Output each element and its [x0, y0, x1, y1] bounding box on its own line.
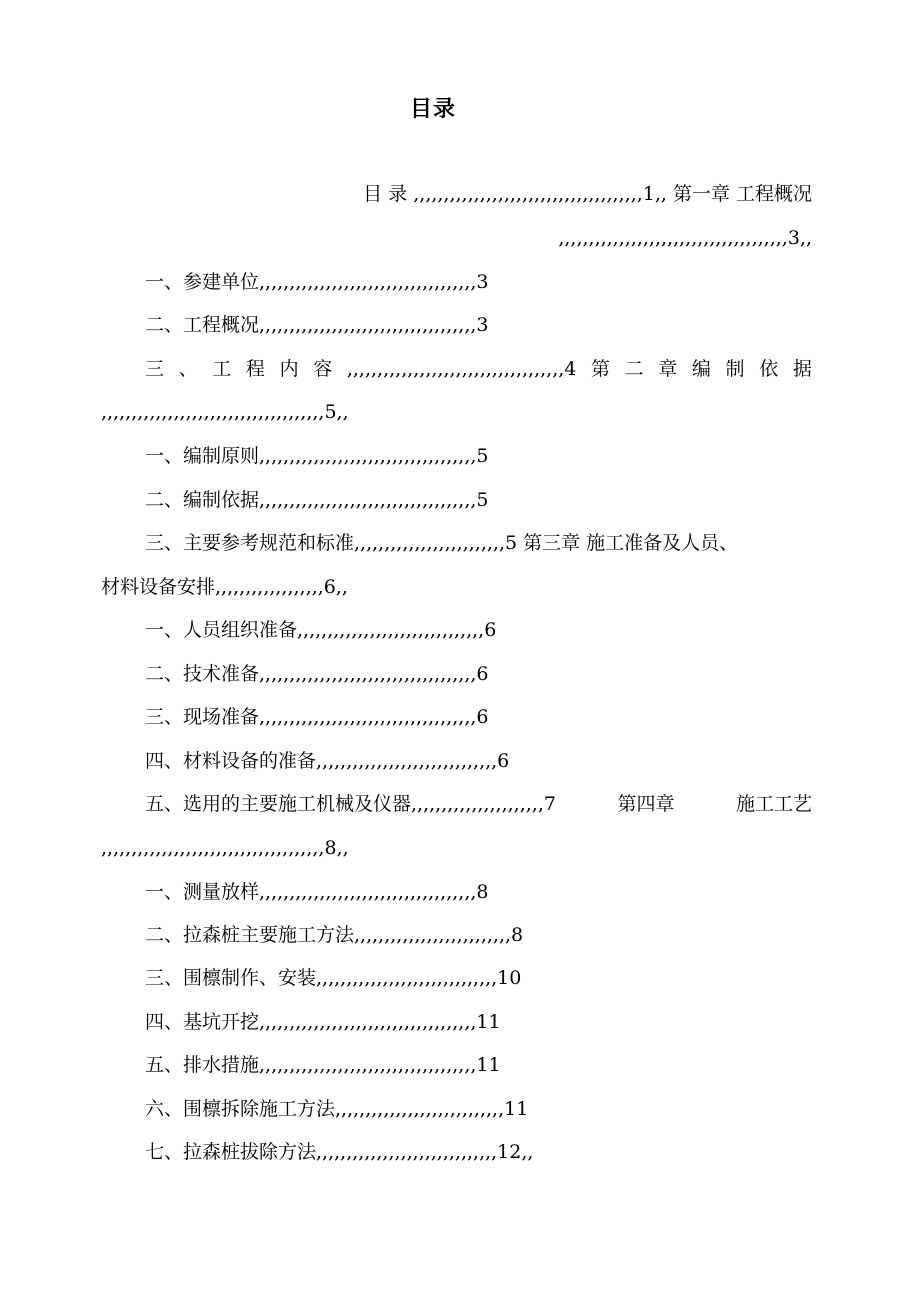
- toc-line: 四、基坑开挖,,,,,,,,,,,,,,,,,,,,,,,,,,,,,,,,,,,,11: [145, 1011, 501, 1033]
- toc-line: 一、测量放样,,,,,,,,,,,,,,,,,,,,,,,,,,,,,,,,,,,,8: [145, 881, 489, 903]
- toc-fragment: 第四章: [617, 793, 675, 815]
- toc-line: 五、排水措施,,,,,,,,,,,,,,,,,,,,,,,,,,,,,,,,,,,,11: [145, 1054, 501, 1076]
- toc-line-chapter1-page: ,,,,,,,,,,,,,,,,,,,,,,,,,,,,,,,,,,,,,,3,,: [558, 227, 812, 249]
- page-title: 目录: [409, 97, 456, 122]
- toc-line: 四、材料设备的准备,,,,,,,,,,,,,,,,,,,,,,,,,,,,,,6: [145, 750, 510, 772]
- toc-fragment: 工: [212, 358, 232, 380]
- toc-line: 七、拉森桩拔除方法,,,,,,,,,,,,,,,,,,,,,,,,,,,,,,12,,: [145, 1141, 534, 1163]
- toc-line: 一、编制原则,,,,,,,,,,,,,,,,,,,,,,,,,,,,,,,,,,,,5: [145, 445, 489, 467]
- toc-fragment: 制: [725, 358, 745, 380]
- toc-fragment: 据: [792, 358, 812, 380]
- toc-fragment: 二: [624, 358, 644, 380]
- toc-fragment: 五、选用的主要施工机械及仪器,,,,,,,,,,,,,,,,,,,,,,7: [145, 793, 556, 815]
- toc-line: 二、编制依据,,,,,,,,,,,,,,,,,,,,,,,,,,,,,,,,,,,,5: [145, 489, 489, 511]
- toc-line-justified: [145, 792, 812, 816]
- toc-line: 三、现场准备,,,,,,,,,,,,,,,,,,,,,,,,,,,,,,,,,,,,6: [145, 706, 489, 728]
- toc-line: 二、拉森桩主要施工方法,,,,,,,,,,,,,,,,,,,,,,,,,,8: [145, 924, 524, 946]
- toc-line: ,,,,,,,,,,,,,,,,,,,,,,,,,,,,,,,,,,,,,8,,: [101, 837, 349, 859]
- toc-fragment: 容: [313, 358, 333, 380]
- toc-line: 材料设备安排,,,,,,,,,,,,,,,,,,6,,: [101, 576, 348, 598]
- toc-line: 六、围檩拆除施工方法,,,,,,,,,,,,,,,,,,,,,,,,,,,,11: [145, 1098, 529, 1120]
- toc-line: 一、人员组织准备,,,,,,,,,,,,,,,,,,,,,,,,,,,,,,,6: [145, 619, 497, 641]
- toc-line: 三、主要参考规范和标准,,,,,,,,,,,,,,,,,,,,,,,,,5 第三章 施工准备及人员、: [145, 532, 739, 554]
- toc-line: ,,,,,,,,,,,,,,,,,,,,,,,,,,,,,,,,,,,,,5,,: [101, 401, 349, 423]
- toc-line: 二、技术准备,,,,,,,,,,,,,,,,,,,,,,,,,,,,,,,,,,,,6: [145, 663, 489, 685]
- toc-fragment: ,,,,,,,,,,,,,,,,,,,,,,,,,,,,,,,,,,,,4: [346, 358, 577, 380]
- toc-fragment: 依: [759, 358, 779, 380]
- toc-line: 一、参建单位,,,,,,,,,,,,,,,,,,,,,,,,,,,,,,,,,,,,3: [145, 271, 489, 293]
- toc-fragment: 三: [145, 358, 165, 380]
- toc-fragment: 内: [279, 358, 299, 380]
- toc-fragment: 章: [658, 358, 678, 380]
- toc-fragment: 施工工艺: [735, 793, 812, 815]
- toc-line-contents: 目 录 ,,,,,,,,,,,,,,,,,,,,,,,,,,,,,,,,,,,,,,1,, 第一章 工程概况: [363, 183, 812, 205]
- toc-fragment: 程: [245, 358, 265, 380]
- toc-fragment: 、: [178, 358, 198, 380]
- toc-line: 二、工程概况,,,,,,,,,,,,,,,,,,,,,,,,,,,,,,,,,,,,3: [145, 314, 489, 336]
- toc-fragment: 编: [691, 358, 711, 380]
- toc-line: 三、围檩制作、安装,,,,,,,,,,,,,,,,,,,,,,,,,,,,,,10: [145, 967, 522, 989]
- toc-fragment: 第: [590, 358, 610, 380]
- toc-line-justified: [145, 357, 812, 381]
